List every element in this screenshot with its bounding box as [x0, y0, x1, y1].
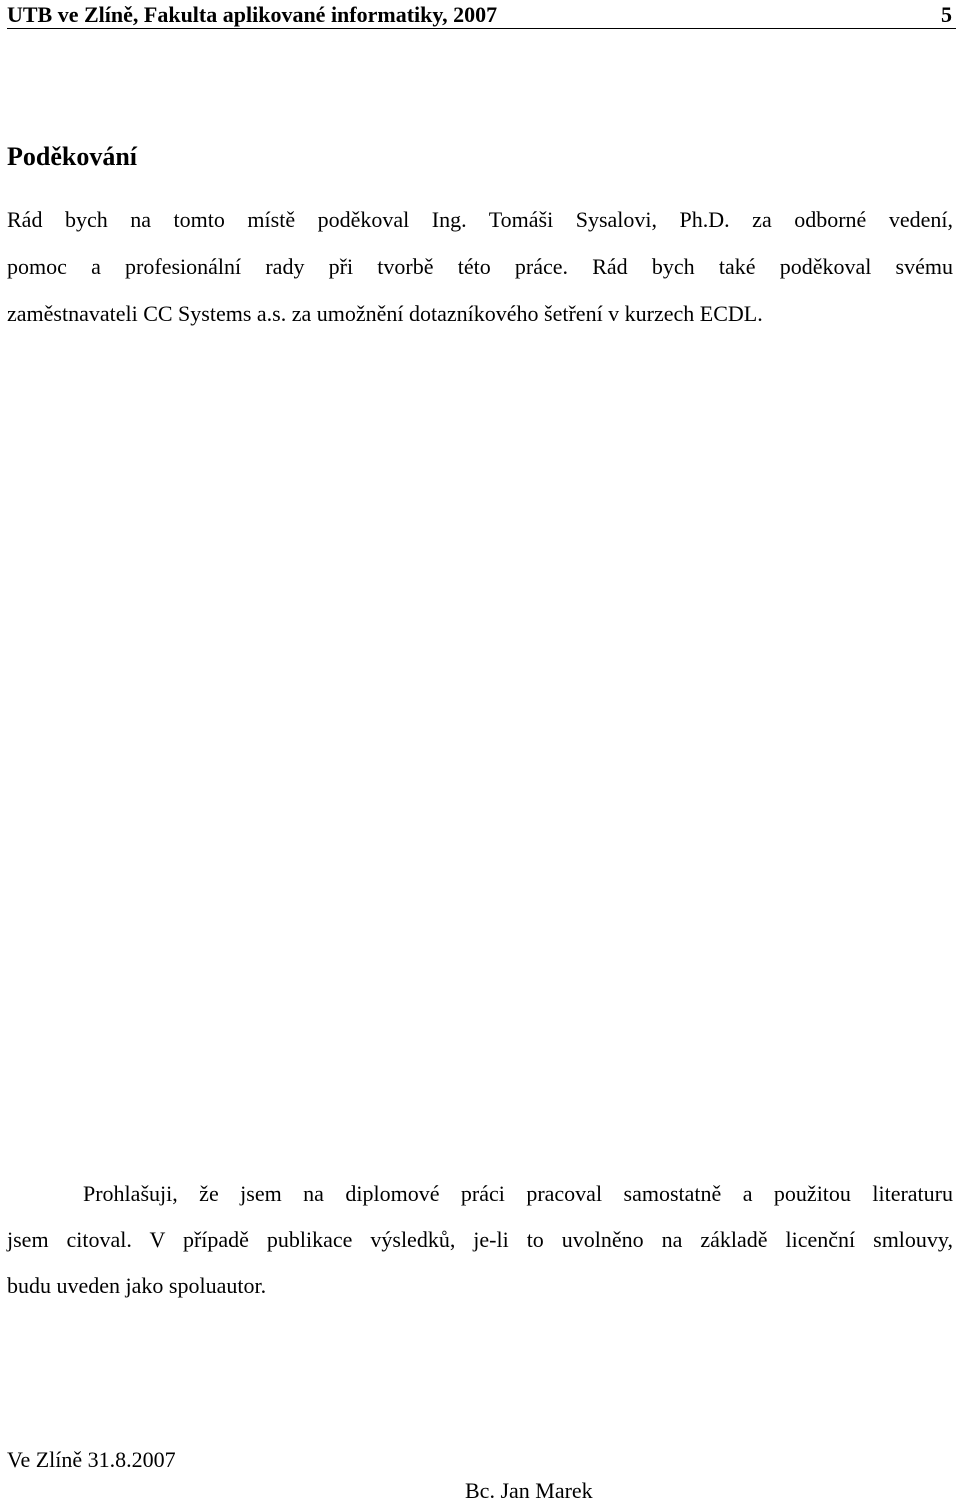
declaration-line-2: jsem citoval. V případě publikace výsledků, je-li to uvolněno na základě licenční smlouvy,: [7, 1227, 953, 1252]
page-header: [7, 0, 956, 29]
acknowledgement-line-3: zaměstnavateli CC Systems a.s. za umožnění dotazníkového šetření v kurzech ECDL.: [7, 301, 763, 326]
header-title: UTB ve Zlíně, Fakulta aplikované informatiky, 2007: [7, 2, 498, 27]
declaration-line-1: Prohlašuji, že jsem na diplomové práci pracoval samostatně a použitou literaturu: [83, 1181, 953, 1206]
place-and-date: Ve Zlíně 31.8.2007: [7, 1447, 176, 1472]
author-name: Bc. Jan Marek: [465, 1478, 593, 1503]
page-number: 5: [941, 2, 952, 27]
acknowledgement-line-1: Rád bych na tomto místě poděkoval Ing. Tomáši Sysalovi, Ph.D. za odborné vedení,: [7, 207, 953, 232]
acknowledgement-line-2: pomoc a profesionální rady při tvorbě této práce. Rád bych také poděkoval svému: [7, 254, 953, 279]
acknowledgement-heading: Poděkování: [7, 142, 138, 171]
declaration-line-3: budu uveden jako spoluautor.: [7, 1273, 267, 1298]
